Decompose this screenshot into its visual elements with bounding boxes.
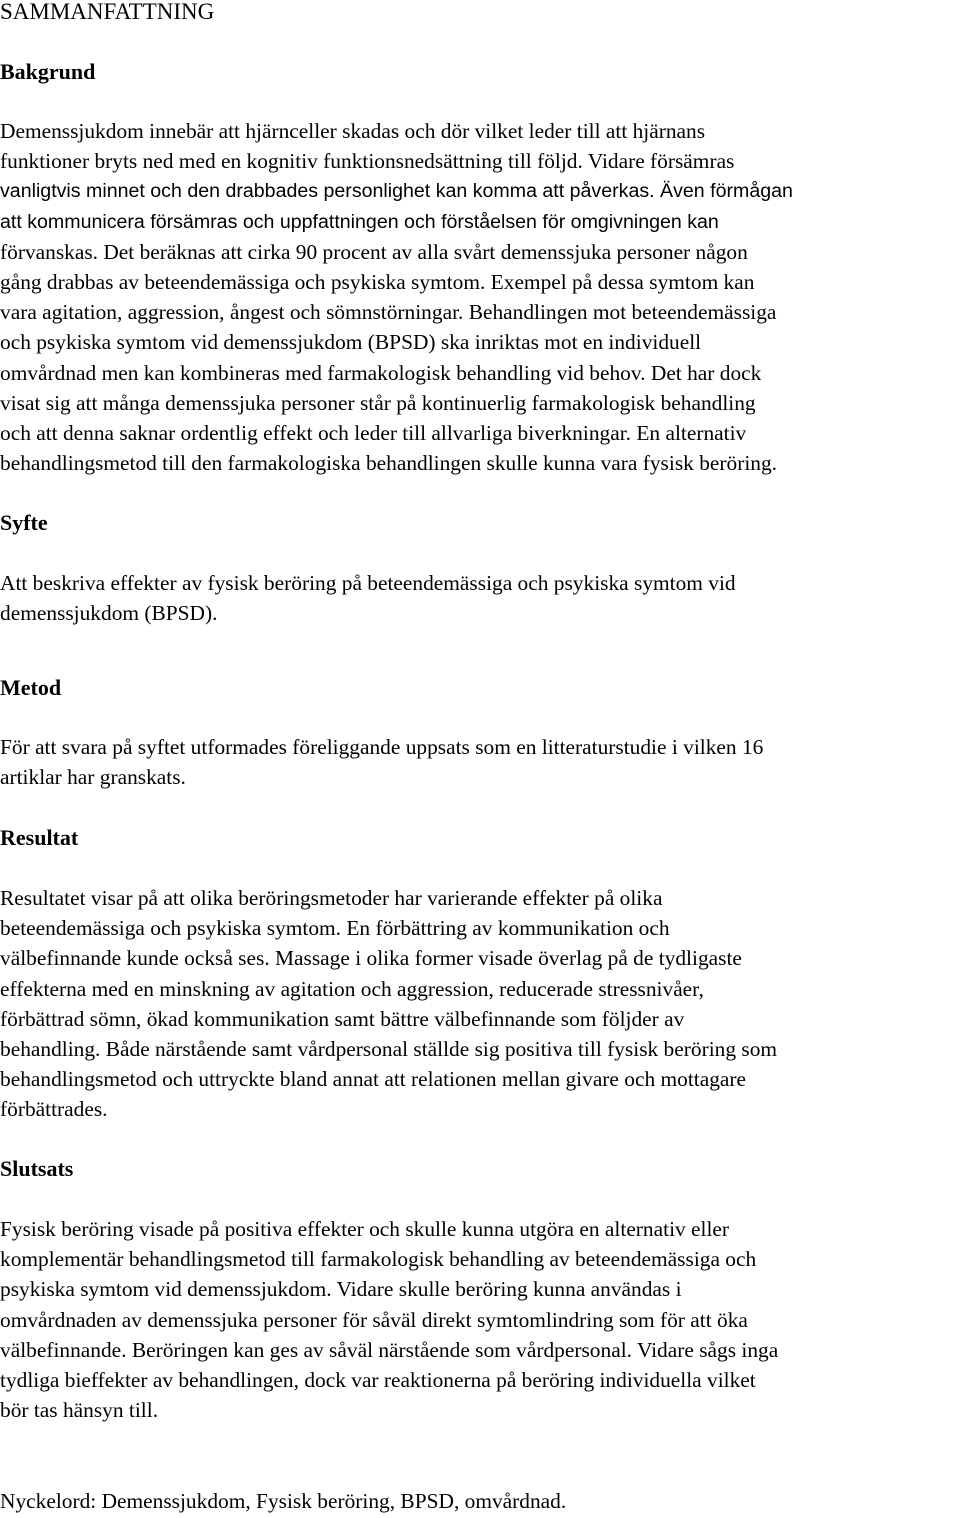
paragraph-syfte bbox=[0, 568, 960, 628]
text-line: förbättrad sömn, ökad kommunikation samt bättre välbefinnande som följder av bbox=[0, 1006, 685, 1031]
text-line: välbefinnande. Beröringen kan ges av såväl närstående som vårdpersonal. Vidare sågs inga bbox=[0, 1337, 779, 1362]
text-line: välbefinnande kunde också ses. Massage i olika former visade överlag på de tydligaste bbox=[0, 946, 742, 971]
paragraph-resultat bbox=[0, 883, 960, 1125]
text-line: funktioner bryts ned med en kognitiv funktionsnedsättning till följd. Vidare försämras bbox=[0, 149, 735, 174]
text-line: Fysisk beröring visade på positiva effekter och skulle kunna utgöra en alternativ eller bbox=[0, 1217, 730, 1241]
text-line: visat sig att många demenssjuka personer står på kontinuerlig farmakologisk behandling bbox=[0, 390, 756, 415]
text-line: och psykiska symtom vid demenssjukdom (BPSD) ska inriktas mot en individuell bbox=[0, 330, 702, 355]
text-line: omvårdnaden av demenssjuka personer för såväl direkt symtomlindring som för att öka bbox=[0, 1307, 748, 1332]
heading-slutsats: Slutsats bbox=[0, 1156, 74, 1181]
paragraph-metod bbox=[0, 732, 960, 792]
text-line: vanligtvis minnet och den drabbades personlighet kan komma att påverkas. Även förmågan bbox=[0, 180, 793, 203]
paragraph-slutsats bbox=[0, 1214, 960, 1425]
text-line: beteendemässiga och psykiska symtom. En förbättring av kommunikation och bbox=[0, 916, 670, 941]
text-line: bör tas hänsyn till. bbox=[0, 1398, 159, 1423]
text-line: Demenssjukdom innebär att hjärnceller skadas och dör vilket leder till att hjärnans bbox=[0, 119, 706, 143]
text-line: omvårdnad men kan kombineras med farmakologisk behandling vid behov. Det har dock bbox=[0, 360, 762, 385]
text-line: förbättrades. bbox=[0, 1097, 108, 1122]
text-line: Resultatet visar på att olika beröringsmetoder har varierande effekter på olika bbox=[0, 886, 663, 910]
document-title: SAMMANFATTNING bbox=[0, 0, 215, 24]
text-line: demenssjukdom (BPSD). bbox=[0, 601, 218, 626]
text-line: vara agitation, aggression, ångest och sömnstörningar. Behandlingen mot beteendemässiga bbox=[0, 300, 777, 325]
heading-metod: Metod bbox=[0, 675, 62, 700]
text-line: behandlingsmetod och uttryckte bland annat att relationen mellan givare och mottagare bbox=[0, 1067, 747, 1092]
text-line: behandling. Både närstående samt vårdpersonal ställde sig positiva till fysisk beröring som bbox=[0, 1036, 778, 1061]
heading-bakgrund: Bakgrund bbox=[0, 59, 96, 84]
heading-syfte: Syfte bbox=[0, 510, 48, 535]
text-line: att kommunicera försämras och uppfattningen och förståelsen för omgivningen kan bbox=[0, 210, 719, 233]
text-line: tydliga bieffekter av behandlingen, dock var reaktionerna på beröring individuella vilket bbox=[0, 1367, 756, 1392]
text-line: behandlingsmetod till den farmakologiska behandlingen skulle kunna vara fysisk beröring. bbox=[0, 451, 778, 476]
text-line: och att denna saknar ordentlig effekt och leder till allvarliga biverkningar. En alternativ bbox=[0, 420, 747, 445]
text-line: Att beskriva effekter av fysisk beröring på beteendemässiga och psykiska symtom vid bbox=[0, 571, 736, 595]
text-line: effekterna med en minskning av agitation och aggression, reducerade stressnivåer, bbox=[0, 976, 704, 1001]
text-line: psykiska symtom vid demenssjukdom. Vidare skulle beröring kunna användas i bbox=[0, 1277, 682, 1302]
paragraph-bakgrund bbox=[0, 116, 960, 478]
text-line: För att svara på syftet utformades föreliggande uppsats som en litteraturstudie i vilken 16 bbox=[0, 735, 764, 759]
keywords: Nyckelord: Demenssjukdom, Fysisk beröring, BPSD, omvårdnad. bbox=[0, 1489, 567, 1513]
text-line: komplementär behandlingsmetod till farmakologisk behandling av beteendemässiga och bbox=[0, 1247, 757, 1272]
text-line: artiklar har granskats. bbox=[0, 765, 186, 790]
text-line: förvanskas. Det beräknas att cirka 90 procent av alla svårt demenssjuka personer någon bbox=[0, 239, 748, 264]
text-line: gång drabbas av beteendemässiga och psykiska symtom. Exempel på dessa symtom kan bbox=[0, 269, 755, 294]
heading-resultat: Resultat bbox=[0, 825, 79, 850]
